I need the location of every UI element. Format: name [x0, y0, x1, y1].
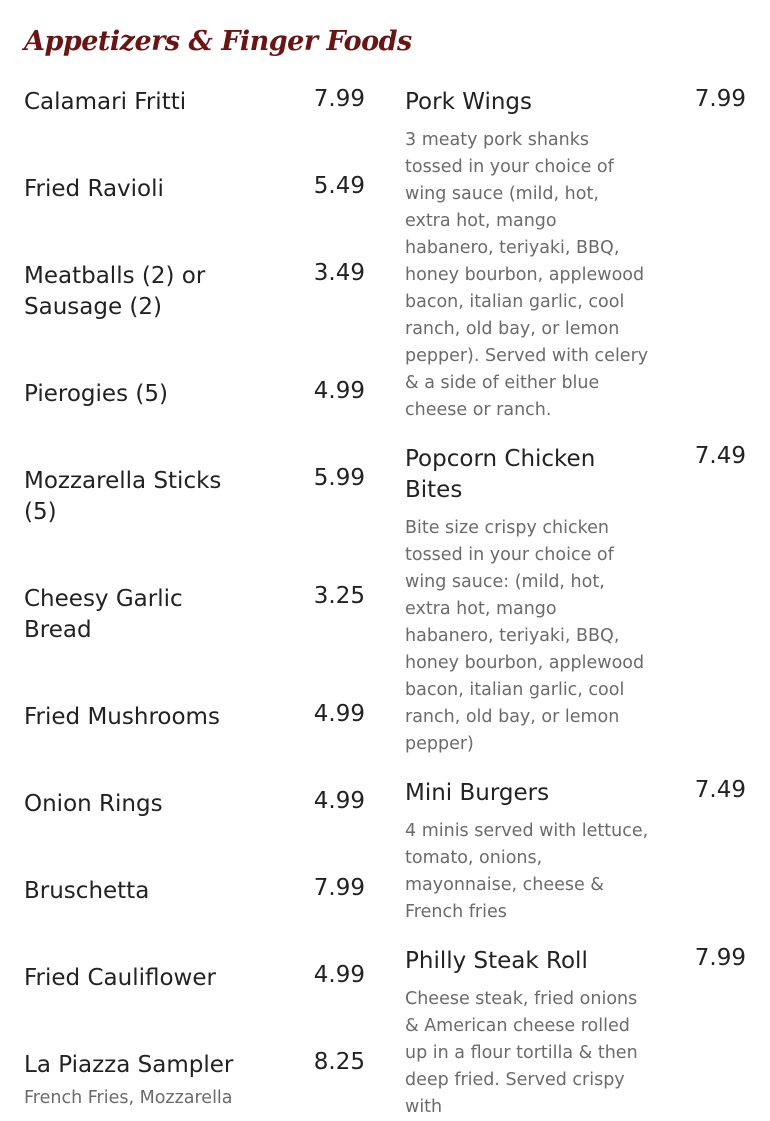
item-price: 4.99	[313, 788, 365, 814]
item-name: Calamari Fritti	[24, 89, 187, 115]
right-menu-column	[385, 0, 770, 1117]
item-price: 3.25	[313, 583, 365, 609]
item-name: Philly Steak Roll	[405, 948, 588, 974]
item-name: La Piazza Sampler	[24, 1052, 234, 1078]
item-price: 7.49	[694, 777, 746, 803]
item-price: 7.99	[313, 875, 365, 901]
item-description: Bite size crispy chicken tossed in your choice of wing sauce: (mild, hot, extra hot, mango habanero, teriyaki, BBQ, honey bourbon, applewood bacon, italian garlic, cool ranch, old bay, or lemon pepper)	[405, 518, 645, 754]
item-name: Mozzarella Sticks (5)	[24, 468, 222, 525]
item-name: Pierogies (5)	[24, 381, 168, 407]
item-price: 3.49	[313, 260, 365, 286]
item-description: 3 meaty pork shanks tossed in your choice of wing sauce (mild, hot, extra hot, mango habanero, teriyaki, BBQ, honey bourbon, applewood bacon, italian garlic, cool ranch, old bay, or lemon pepper). Served with celery & a side of either blue cheese or ranch.	[405, 130, 649, 420]
item-description: Cheese steak, fried onions & American cheese rolled up in a flour tortilla & then deep fried. Served crispy with	[405, 989, 638, 1117]
item-price: 7.99	[694, 86, 746, 112]
item-price: 5.49	[313, 173, 365, 199]
item-name: Mini Burgers	[405, 780, 550, 806]
item-description: French Fries, Mozzarella	[24, 1088, 233, 1108]
section-title: Appetizers & Finger Foods	[24, 26, 412, 57]
item-name: Meatballs (2) or Sausage (2)	[24, 263, 206, 320]
item-name: Pork Wings	[405, 89, 532, 115]
item-price: 4.99	[313, 962, 365, 988]
item-price: 5.99	[313, 465, 365, 491]
item-name: Bruschetta	[24, 878, 150, 904]
item-price: 4.99	[313, 701, 365, 727]
item-price: 8.25	[313, 1049, 365, 1075]
item-price: 7.99	[313, 86, 365, 112]
item-price: 7.49	[694, 443, 746, 469]
item-description: 4 minis served with lettuce, tomato, onions, mayonnaise, cheese & French fries	[405, 821, 649, 922]
item-price: 7.99	[694, 945, 746, 971]
left-menu-column	[0, 0, 385, 1108]
item-price: 4.99	[313, 378, 365, 404]
item-name: Fried Cauliflower	[24, 965, 216, 991]
item-name: Fried Ravioli	[24, 176, 164, 202]
item-name: Cheesy Garlic Bread	[24, 586, 183, 643]
item-name: Fried Mushrooms	[24, 704, 220, 730]
item-name: Onion Rings	[24, 791, 163, 817]
item-name: Popcorn Chicken Bites	[405, 446, 596, 503]
